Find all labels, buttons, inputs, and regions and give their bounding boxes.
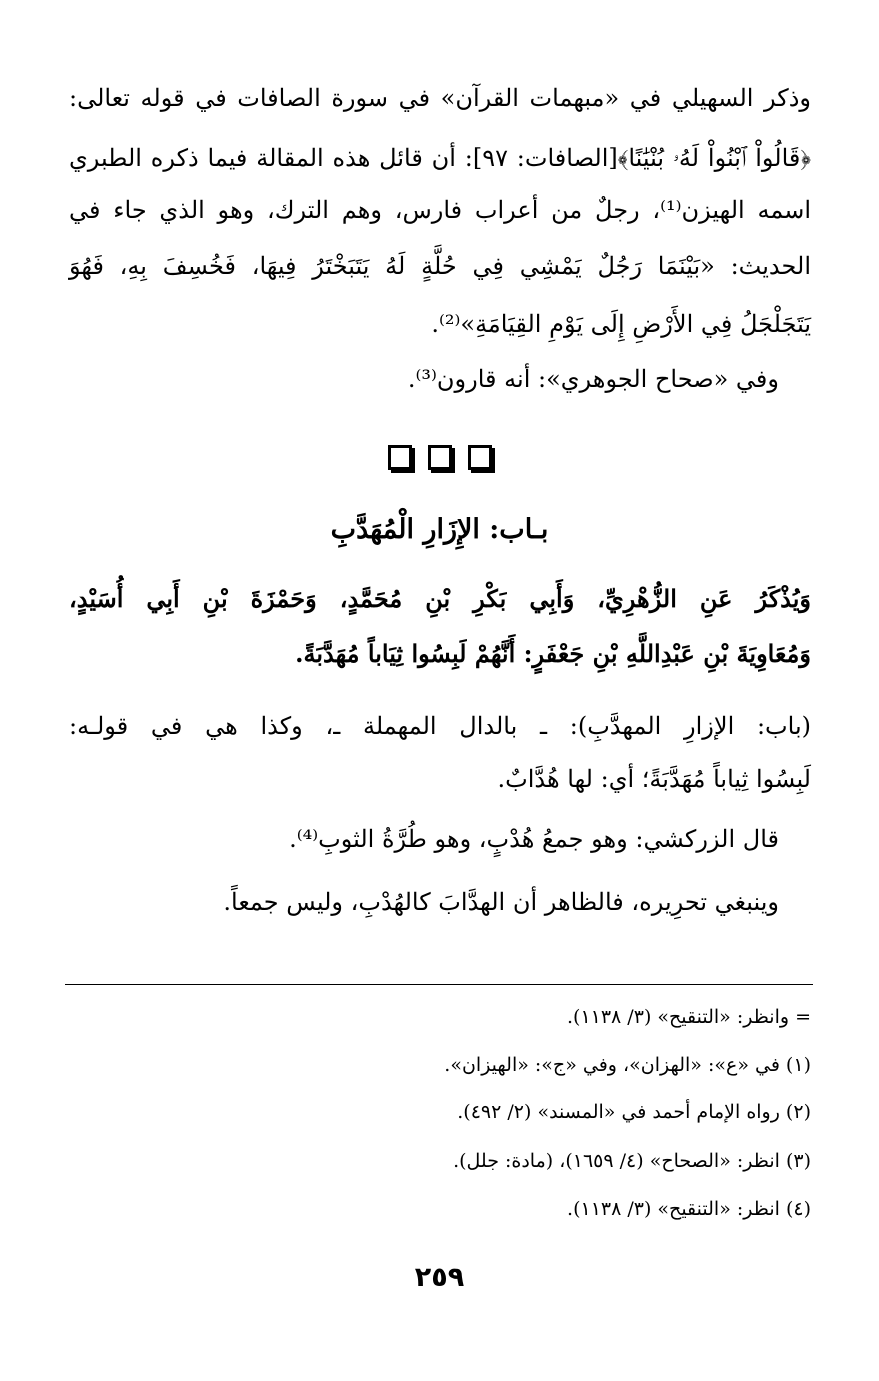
square-ornament-icon: [468, 445, 492, 470]
footnote-separator: [65, 984, 813, 985]
body-line: وذكر السهيلي في «مبهمات القرآن» في سورة الصافات في قوله تعالى:: [69, 84, 811, 112]
body-line: وفي «صحاح الجوهري»: أنه قارون⁽³⁾.: [407, 365, 779, 393]
body-line: الحديث: «بَيْنَمَا رَجُلٌ يَمْشِي فِي حُلَّةٍ لَهُ يَتَبَخْتَرُ فِيهَا، فَخُسِفَ بِهِ، فَهُوَ: [69, 252, 811, 280]
footnote: (٤) انظر: «التنقيح» (٣/ ١١٣٨).: [567, 1198, 811, 1220]
section-divider: [0, 445, 879, 475]
chapter-text-line: وَمُعَاوِيَةَ بْنِ عَبْدِاللَّهِ بْنِ جَعْفَرٍ: أَنَّهُمْ لَبِسُوا ثِيَاباً مُهَدَّبَةً.: [295, 639, 811, 668]
square-ornament-icon: [428, 445, 452, 470]
footnote: (٢) رواه الإمام أحمد في «المسند» (٢/ ٤٩٢).: [457, 1101, 811, 1123]
footnote: (٣) انظر: «الصحاح» (٤/ ١٦٥٩)، (مادة: جلل).: [453, 1150, 811, 1172]
square-ornament-icon: [388, 445, 412, 470]
body-line: يَتَجَلْجَلُ فِي الأَرْضِ إِلَى يَوْمِ القِيَامَةِ»⁽²⁾.: [431, 310, 811, 338]
footnote: = وانظر: «التنقيح» (٣/ ١١٣٨).: [566, 1006, 811, 1028]
body-line: اسمه الهيزن⁽¹⁾، رجلٌ من أعراب فارس، وهم الترك، وهو الذي جاء في: [69, 196, 811, 224]
footnote: (١) في «ع»: «الهزان»، وفي «ج»: «الهيزان».: [444, 1054, 811, 1076]
chapter-text-line: وَيُذْكَرُ عَنِ الزُّهْرِيِّ، وَأَبِي بَكْرِ بْنِ مُحَمَّدٍ، وَحَمْزَةَ بْنِ أَبِي أُسَيْدٍ،: [69, 584, 811, 613]
commentary-line: قال الزركشي: وهو جمعُ هُدْبٍ، وهو طُرَّةُ الثوبِ⁽⁴⁾.: [289, 825, 779, 853]
commentary-line: وينبغي تحرِيره، فالظاهر أن الهدَّابَ كالهُدْبِ، وليس جمعاً.: [223, 888, 779, 916]
body-line: ﴿قَالُواْ ٱبْنُواْ لَهُۥ بُنْيَٰنًا﴾[الصافات: ٩٧]: أن قائل هذه المقالة فيما ذكره الطبري: [69, 144, 811, 172]
commentary-line: (باب: الإزارِ المهدَّبِ): ـ بالدال المهملة ـ، وكذا هي في قولـه:: [69, 712, 812, 740]
page-number: ٢٥٩: [414, 1262, 465, 1293]
commentary-line: لَبِسُوا ثِياباً مُهَدَّبَةً؛ أي: لها هُدَّابٌ.: [497, 765, 811, 793]
chapter-heading: بـاب: الإِزَارِ الْمُهَدَّبِ: [330, 514, 549, 545]
